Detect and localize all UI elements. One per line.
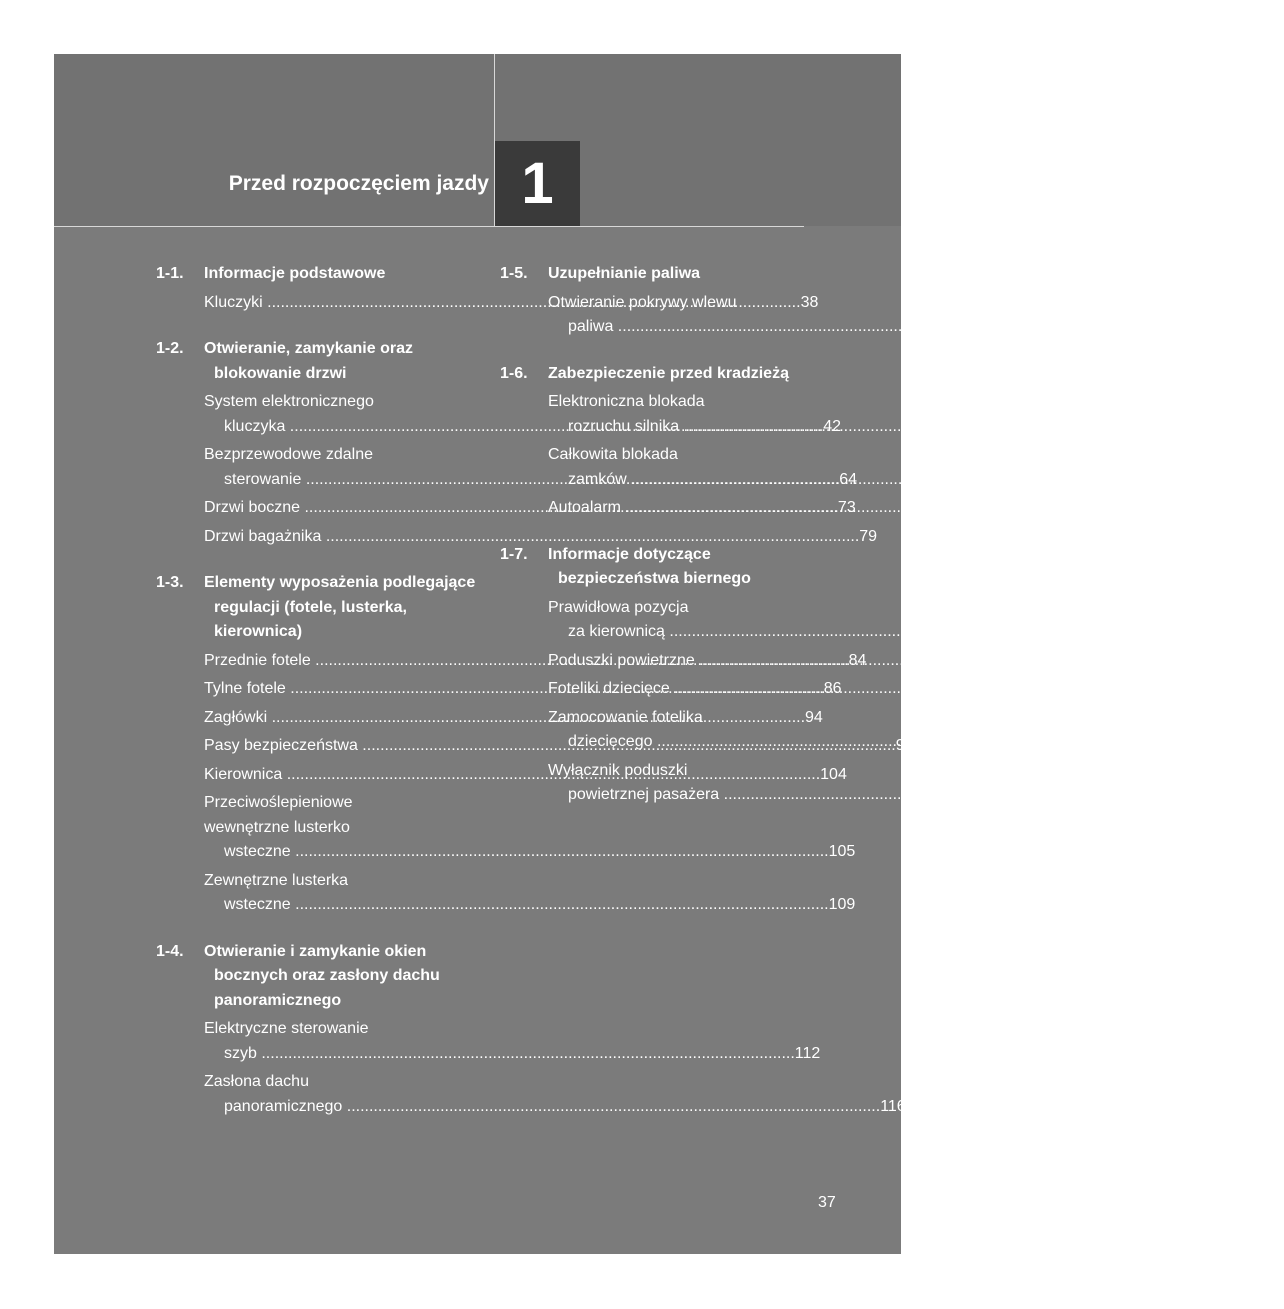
- toc-entry-label-line: powietrznej pasażera .....: [568, 783, 1257, 808]
- toc-entry-label-line: Elektryczne sterowanie: [204, 1020, 369, 1037]
- toc-entry-label: Drzwi boczne .....: [214, 496, 838, 521]
- toc-section-title: Otwieranie i zamykanie okien bocznych oraz zasłony dachu panoramicznego: [204, 942, 440, 1009]
- toc-entry-label: Zagłówki .....: [214, 706, 805, 731]
- toc-section-number: 1-6.: [500, 364, 528, 382]
- chapter-number: 1: [521, 151, 554, 216]
- toc-entry-page: 179: [1257, 786, 1284, 803]
- toc-entry-label: Poduszki powietrzne .....: [558, 649, 1233, 674]
- toc-entry-page: 86: [823, 680, 842, 697]
- toc-entry-page: 105: [828, 843, 856, 860]
- toc-entry[interactable]: [204, 525, 878, 550]
- toc-entry-label-line: wsteczne .....: [224, 893, 829, 918]
- toc-section-heading[interactable]: [500, 543, 810, 592]
- toc-entry-label-line: Prawidłowa pozycja: [548, 598, 689, 616]
- toc-entry-label-line: Zasłona dachu: [204, 1073, 309, 1090]
- toc-entry-label: Kluczyki .....: [214, 291, 801, 316]
- toc-entry-page: 73: [837, 499, 856, 516]
- toc-entry-label-line: Zamocowanie fotelika: [548, 708, 703, 726]
- toc-section-number: 1-1.: [156, 265, 184, 282]
- toc-entry[interactable]: [204, 1070, 906, 1119]
- toc-entry-page: 135: [1164, 470, 1192, 488]
- toc-section-title: Elementy wyposażenia podlegające regulacji (fotele, lusterka, kierownica): [204, 574, 476, 640]
- toc-entry-label-line: Całkowita blokada: [548, 446, 678, 463]
- toc-entry-label-line: sterowanie .....: [224, 468, 839, 493]
- toc-entry-label-line: panoramicznego .....: [224, 1095, 880, 1120]
- toc-entry-page: 96: [895, 737, 914, 754]
- manual-page: [54, 54, 1284, 1254]
- toc-section: [156, 940, 906, 1120]
- toc-entry-label-line: Przeciwoślepieniowe: [204, 794, 353, 811]
- toc-entry-page: 64: [839, 470, 858, 488]
- toc-entry-page: 159: [1207, 680, 1235, 697]
- toc-section-number: 1-4.: [156, 942, 184, 960]
- toc-entry-label-line: wsteczne .....: [224, 840, 829, 865]
- toc-section-heading[interactable]: [500, 262, 810, 287]
- toc-section-number: 1-2.: [156, 340, 184, 357]
- toc-entry-page: 84: [848, 651, 867, 669]
- toc-entry-label-line: System elektronicznego: [204, 393, 374, 410]
- toc-entry[interactable]: [204, 1017, 821, 1066]
- toc-entry-page: 148: [1232, 651, 1260, 669]
- toc-section-heading[interactable]: [500, 362, 810, 387]
- toc-entry[interactable]: [204, 869, 856, 918]
- toc-entry-label: Autoalarm .....: [558, 496, 1159, 521]
- toc-entry-label-line: za kierownicą .....: [568, 620, 1203, 645]
- toc-entry-label-line: Elektroniczna blokada: [548, 393, 705, 410]
- toc-entry-page: 79: [859, 527, 878, 545]
- toc-entry-page: 146: [1202, 623, 1230, 640]
- toc-entry-page: 137: [1158, 499, 1186, 516]
- toc-entry-page: 38: [800, 293, 819, 311]
- page-number: 37: [818, 1194, 836, 1211]
- toc-entry-label: Drzwi bagażnika .....: [214, 525, 859, 550]
- chapter-header-band: [54, 54, 901, 226]
- toc-entry-label-line: Wyłącznik poduszki: [548, 761, 688, 779]
- toc-section-heading[interactable]: [156, 337, 476, 386]
- toc-entry-page: 116: [880, 1097, 906, 1115]
- toc-section-number: 1-3.: [156, 574, 184, 591]
- toc-section-title: Informacje dotyczące bezpieczeństwa biernego: [548, 545, 751, 587]
- toc-entry-label-line: Zewnętrzne lusterka: [204, 871, 349, 889]
- toc-entry-label: Tylne fotele .....: [214, 677, 824, 702]
- toc-entry-label-line: rozruchu silnika .....: [568, 415, 1217, 440]
- toc-section: [500, 262, 1177, 340]
- toc-section-title: Zabezpieczenie przed kradzieżą: [548, 364, 789, 382]
- chapter-number-box: [495, 141, 580, 226]
- toc-entry-label-line: paliwa .....: [568, 315, 1151, 340]
- header-horizontal-rule: [54, 226, 804, 227]
- toc-section-number: 1-5.: [500, 265, 528, 282]
- toc-entry-page: 109: [828, 896, 856, 913]
- chapter-title: Przed rozpoczęciem jazdy: [228, 172, 489, 195]
- toc-entry-page: 112: [794, 1044, 821, 1062]
- toc-entry-label: Pasy bezpieczeństwa .....: [214, 734, 896, 759]
- toc-section-title: Informacje podstawowe: [204, 265, 386, 282]
- toc-section-title: Otwieranie, zamykanie oraz blokowanie drzwi: [204, 340, 413, 382]
- toc-entry-page: 167: [1190, 733, 1218, 750]
- toc-entry[interactable]: [548, 291, 1177, 340]
- toc-section-heading[interactable]: [156, 940, 476, 1014]
- toc-entry-label-line: dziecięcego .....: [568, 730, 1190, 755]
- toc-entry-label: Przednie fotele .....: [214, 649, 849, 674]
- toc-entry-page: 119: [1151, 318, 1177, 335]
- toc-entry-label-line: kluczyka .....: [224, 415, 823, 440]
- toc-section-heading[interactable]: [156, 571, 476, 645]
- toc-entry-page: 124: [1217, 417, 1244, 435]
- toc-entry-page: 94: [805, 708, 823, 726]
- toc-entry-page: 42: [823, 417, 842, 435]
- toc-section-title: Uzupełnianie paliwa: [548, 265, 701, 282]
- toc-entry-label-line: szyb .....: [224, 1042, 795, 1067]
- toc-section-number: 1-7.: [500, 545, 528, 563]
- toc-entry-label: Kierownica .....: [214, 763, 820, 788]
- toc-entry-label-line: zamków .....: [568, 468, 1165, 493]
- toc-entry-label-line: Bezprzewodowe zdalne: [204, 446, 373, 463]
- toc-entry-label-line: Otwieranie pokrywy wlewu: [548, 293, 737, 311]
- toc-entry-label: Foteliki dziecięce .....: [558, 677, 1208, 702]
- toc-entry-page: 104: [820, 765, 847, 783]
- toc-entry-label-line: wewnętrzne lusterko: [204, 818, 350, 836]
- toc-section-heading[interactable]: [156, 262, 476, 287]
- toc-entry[interactable]: [548, 596, 1230, 645]
